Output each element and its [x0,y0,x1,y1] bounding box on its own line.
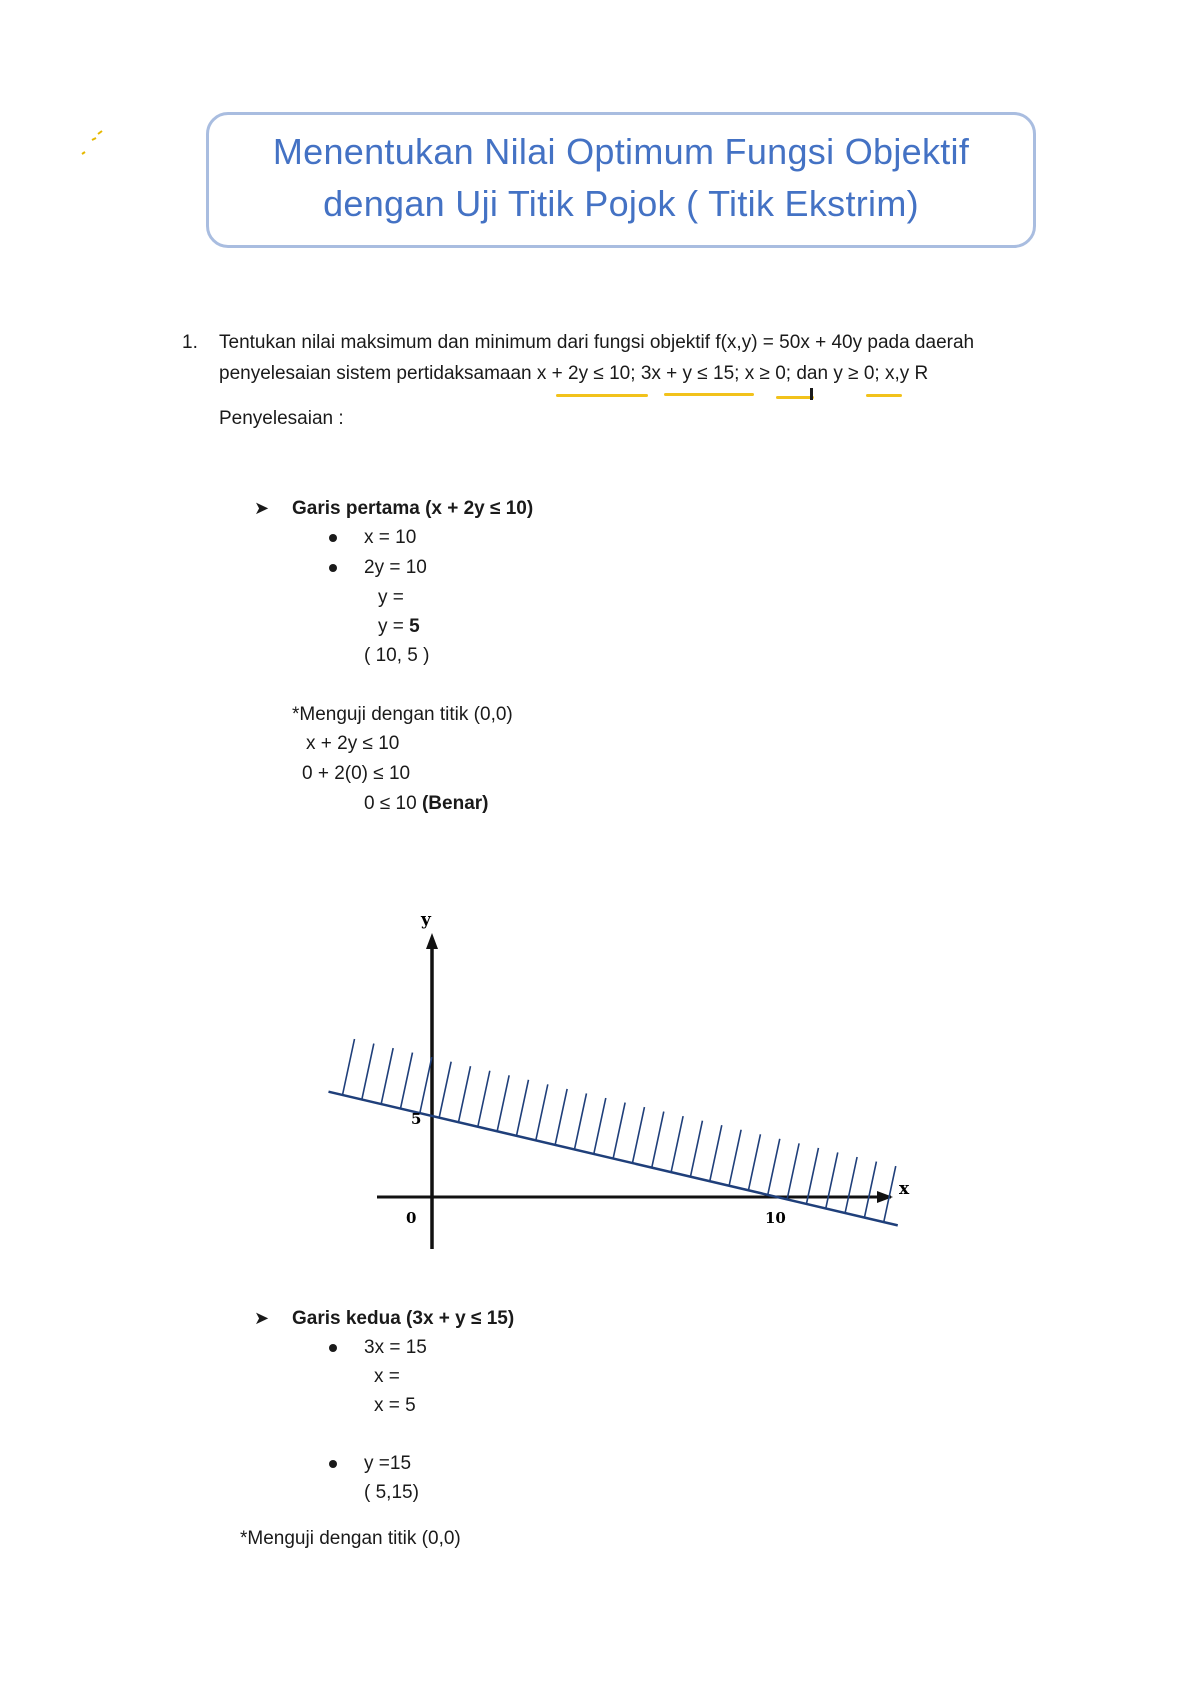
y-axis-arrowhead [426,933,438,949]
constraint-4: y ≥ 0; [833,363,880,384]
hatch-mark [632,1107,644,1163]
hatch-mark [710,1125,722,1181]
hatch-mark [400,1053,412,1109]
question-line-1: Tentukan nilai maksimum dan minimum dari fungsi objektif f(x,y) = 50x + 40y pada daerah [219,332,975,353]
bullet-dot [329,1460,337,1468]
hatch-mark [574,1093,586,1149]
hatch-mark [381,1048,393,1104]
y-axis-label: y [421,910,431,930]
hatch-mark [555,1089,567,1145]
title-box [206,112,1036,248]
s1-point: ( 10, 5 ) [364,645,430,666]
arrow-bullet-icon: ➤ [254,498,270,518]
hatch-mark [884,1166,896,1222]
hatch-mark [613,1103,625,1159]
hatch-mark [420,1057,432,1113]
hatch-mark [652,1112,664,1168]
hatch-mark [362,1044,374,1100]
hatch-mark [458,1066,470,1122]
title-line-1: Menentukan Nilai Optimum Fungsi Objektif [272,131,970,172]
s2-bullet-2: y =15 [364,1453,412,1474]
section1-heading: Garis pertama (x + 2y ≤ 10) [292,498,534,519]
bullet-dot [329,564,337,572]
question-number: 1. [182,332,198,353]
graph-line-1 [320,895,930,1265]
x-tick-label: 10 [765,1209,786,1227]
hatch-mark [516,1080,528,1136]
stray-marks [78,128,108,158]
hatch-mark [343,1039,355,1095]
hatch-mark [478,1071,490,1127]
section2-heading: Garis kedua (3x + y ≤ 15) [292,1308,515,1329]
s2-step-2: x = 5 [374,1395,416,1416]
hatch-mark [729,1130,741,1186]
s2-point: ( 5,15) [364,1482,419,1503]
hatch-mark [864,1162,876,1218]
highlight-c2 [664,393,754,396]
hatch-mark [826,1152,838,1208]
penyelesaian-label: Penyelesaian : [219,408,344,429]
hatch-mark [787,1143,799,1199]
s1-bullet-2: 2y = 10 [364,557,427,578]
hatch-mark [768,1139,780,1195]
s1-test-3-prefix: 0 ≤ 10 [364,793,422,814]
highlight-c3 [776,396,814,399]
s1-step-2 [378,616,420,638]
constraint-1: x + 2y ≤ 10; [536,363,636,384]
arrow-bullet-icon: ➤ [254,1308,270,1328]
bullet-dot [329,534,337,542]
hatch-mark [845,1157,857,1213]
s1-test-heading: *Menguji dengan titik (0,0) [292,704,513,725]
highlight-c1 [556,394,648,397]
s2-step-1: x = [374,1366,400,1387]
dan-text: dan [796,363,829,384]
y-tick-label: 5 [411,1110,422,1128]
question-prefix: penyelesaian sistem pertidaksamaan [219,363,532,384]
s2-test-heading: *Menguji dengan titik (0,0) [240,1528,461,1549]
highlight-c3-tick [810,388,813,400]
s1-step-1: y = [378,587,404,608]
bullet-dot [329,1344,337,1352]
s1-step-2-value: 5 [409,616,420,637]
hatch-mark [671,1116,683,1172]
constraint-3: x ≥ 0; [744,363,792,384]
s1-test-2: 0 + 2(0) ≤ 10 [302,763,411,784]
s1-bullet-1: x = 10 [364,527,417,548]
hatch-mark [594,1098,606,1154]
hatch-mark [536,1084,548,1140]
title-line-2: dengan Uji Titik Pojok ( Titik Ekstrim) [323,183,919,224]
s1-test-1: x + 2y ≤ 10 [306,733,400,754]
s1-test-3 [364,793,488,815]
hatch-mark [748,1134,760,1190]
question-line-2 [219,363,928,385]
question-suffix: x,y R [884,363,929,384]
constraint-2: 3x + y ≤ 15; [640,363,740,384]
s1-test-3-result: (Benar) [421,793,489,814]
hatch-mark [497,1075,509,1131]
x-axis-label: x [899,1179,910,1199]
s2-bullet-1: 3x = 15 [364,1337,427,1358]
hatch-mark [439,1062,451,1118]
highlight-c4 [866,394,902,397]
origin-label: 0 [406,1209,417,1227]
s1-step-2-prefix: y = [378,616,410,637]
hatch-mark [690,1121,702,1177]
